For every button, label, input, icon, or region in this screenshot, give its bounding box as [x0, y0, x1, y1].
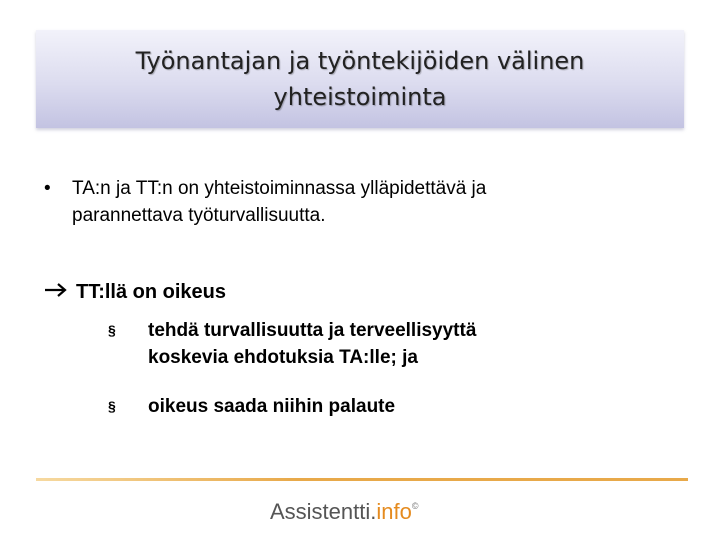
slide-title-line-2: yhteistoiminta	[273, 83, 447, 111]
arrow-item-text: TT:llä on oikeus	[76, 281, 227, 303]
sub-item-text	[148, 317, 476, 371]
arrow-item	[44, 279, 226, 306]
main-bullet-line-2: parannettava työturvallisuutta.	[72, 205, 326, 226]
square-bullet-icon: §	[108, 322, 116, 338]
slide-title-line-1: Työnantajan ja työntekijöiden välinen	[135, 47, 585, 75]
logo-accent-text: info	[376, 499, 412, 524]
slide-title-banner	[36, 30, 684, 128]
main-bullet-text	[72, 175, 486, 229]
sub-item	[108, 393, 568, 420]
main-bullet	[44, 175, 664, 229]
assistentti-logo	[270, 490, 419, 528]
sub-item-line-2: koskevia ehdotuksia TA:lle; ja	[148, 347, 418, 368]
bullet-marker: •	[44, 178, 51, 199]
copyright-mark: ©	[411, 501, 419, 511]
logo-main-text: Assistentti.	[270, 499, 377, 524]
main-bullet-line-1: TA:n ja TT:n on yhteistoiminnassa ylläpidettävä ja	[72, 178, 487, 199]
right-arrow-icon	[44, 279, 68, 306]
sub-item-line-1: oikeus saada niihin palaute	[148, 396, 396, 417]
square-bullet-icon: §	[108, 398, 116, 414]
footer-divider	[36, 478, 688, 481]
sub-item-line-1: tehdä turvallisuutta ja terveellisyyttä	[148, 320, 477, 341]
sub-item-text	[148, 393, 395, 420]
sub-item	[108, 317, 568, 371]
